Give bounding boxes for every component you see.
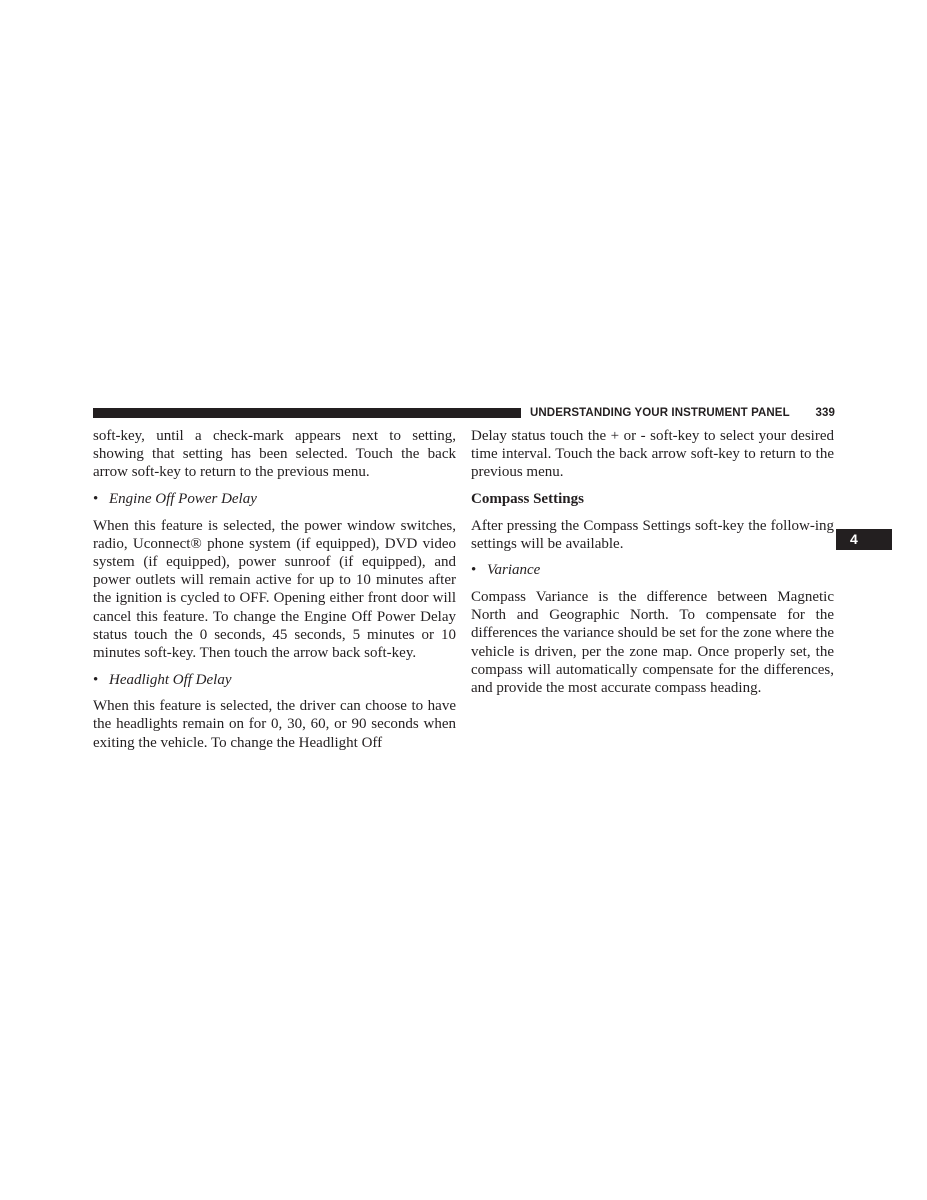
bullet-item-engine-off-power-delay bbox=[93, 490, 456, 508]
bullet-icon: • bbox=[93, 671, 99, 688]
bullet-item-variance bbox=[471, 561, 834, 579]
bullet-icon: • bbox=[471, 562, 477, 579]
header-rule bbox=[93, 408, 521, 418]
right-column bbox=[471, 427, 834, 697]
paragraph: When this feature is selected, the driver can choose to have the headlights remain on for 0, 30, 60, or 90 seconds when exiting the vehicle. To change the Headlight Off bbox=[93, 698, 456, 751]
section-heading: Compass Settings bbox=[471, 491, 584, 507]
bullet-item-headlight-off-delay bbox=[93, 671, 456, 689]
paragraph: Delay status touch the + or - soft-key to select your desired time interval. Touch the back arrow soft-key to return to the previous menu. bbox=[471, 428, 834, 481]
bullet-label: Variance bbox=[487, 562, 541, 579]
paragraph: soft-key, until a check-mark appears next to setting, showing that setting has been selected. Touch the back arrow soft-key to return to the previous menu. bbox=[93, 428, 456, 481]
running-header bbox=[530, 405, 835, 421]
paragraph: After pressing the Compass Settings soft-key the follow-ing settings will be available. bbox=[471, 517, 834, 552]
bullet-label: Engine Off Power Delay bbox=[109, 491, 257, 507]
paragraph: Compass Variance is the difference between Magnetic North and Geographic North. To compensate for the differences the variance should be set for the zone where the vehicle is driven, per the zone map. Once properly set, the compass will automatically compensate for the differences, and provide the most accurate compass heading. bbox=[471, 588, 834, 696]
left-column bbox=[93, 427, 456, 752]
bullet-icon: • bbox=[93, 491, 99, 507]
bullet-label: Headlight Off Delay bbox=[109, 671, 232, 688]
page-number: 339 bbox=[815, 407, 835, 419]
chapter-tab: 4 bbox=[836, 529, 892, 550]
section-title: UNDERSTANDING YOUR INSTRUMENT PANEL bbox=[530, 407, 790, 419]
paragraph: When this feature is selected, the power window switches, radio, Uconnect® phone system (if equipped), DVD video system (if equipped), power sunroof (if equipped), and power outlets will remain active for up to 10 minutes after the ignition is cycled to OFF. Opening either front door will cancel this feature. To change the Engine Off Power Delay status touch the 0 seconds, 45 seconds, 5 minutes or 10 minutes soft-key. Then touch the arrow back soft-key. bbox=[93, 517, 456, 662]
